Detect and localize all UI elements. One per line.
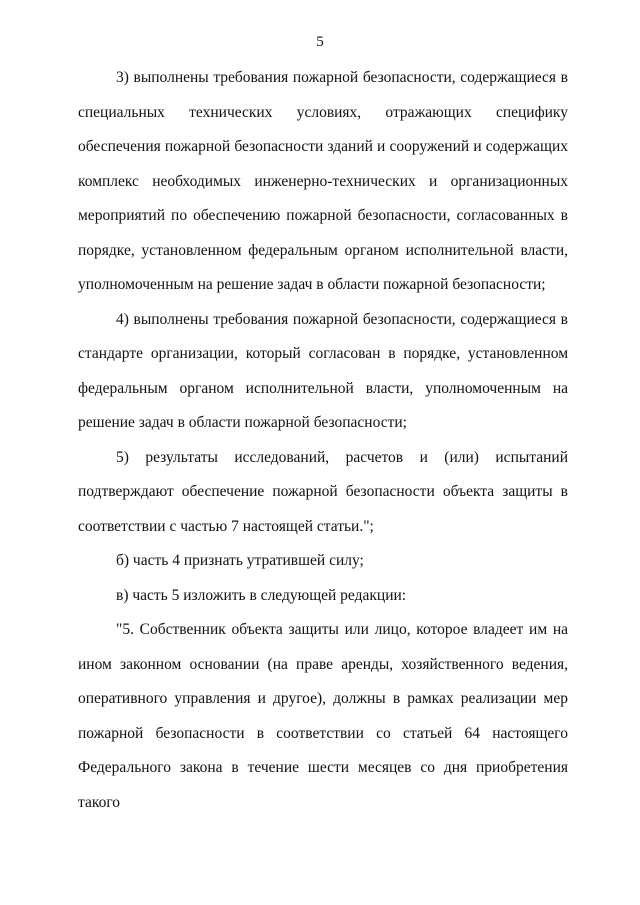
paragraph-v: в) часть 5 изложить в следующей редакции: [116, 586, 407, 604]
paragraph-item-4: 4) выполнены требования пожарной безопасности, содержащиеся в стандарте организации, который согласован в порядке, установленном федеральным органом исполнительной власти, уполномоченным на решение задач в области пожарной безопасности; [78, 310, 568, 431]
paragraph-item-3: 3) выполнены требования пожарной безопасности, содержащиеся в специальных технических условиях, отражающих специфику обеспечения пожарной безопасности зданий и сооружений и содержащих комплекс необходимых инженерно-технических и организационных мероприятий по обеспечению пожарной безопасности, согласованных в порядке, установленном федеральным органом исполнительной власти, уполномоченным на решение задач в области пожарной безопасности; [78, 69, 568, 293]
paragraph-part-5: "5. Собственник объекта защиты или лицо, которое владеет им на ином законном основании (на праве аренды, хозяйственного ведения, оперативного управления и другое), должны в рамках реализации мер пожарной безопасности в соответствии со статьей 64 настоящего Федерального закона в течение шести месяцев со дня приобретения такого [78, 621, 568, 811]
paragraph-b: б) часть 4 признать утратившей силу; [116, 552, 364, 569]
page-number: 5 [316, 34, 324, 50]
document-body [78, 61, 568, 820]
paragraph-item-5: 5) результаты исследований, расчетов и (или) испытаний подтверждают обеспечение пожарной безопасности объекта защиты в соответствии с частью 7 настоящей статьи."; [78, 448, 568, 535]
